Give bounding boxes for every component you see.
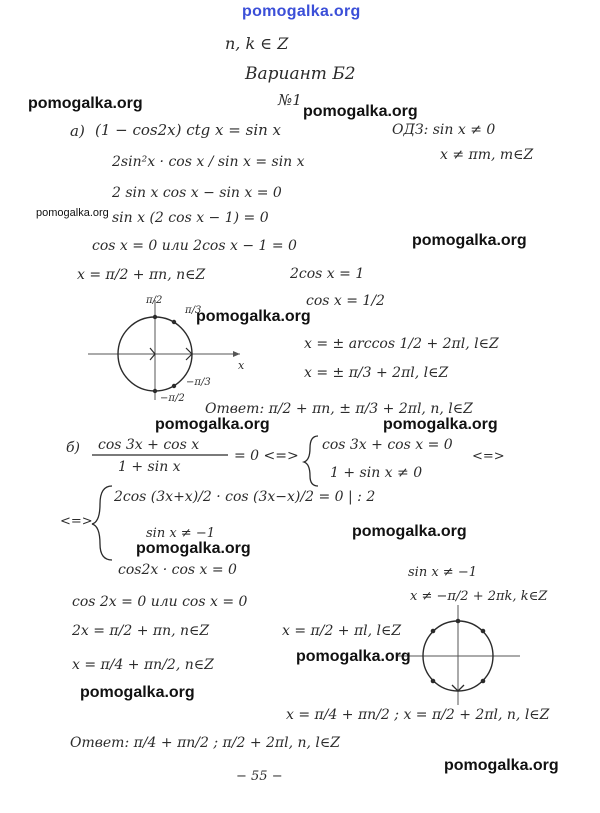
part-a-odz-roots: x ≠ πm, m∈Z [440,147,534,163]
part-b-system-line1: cos 3x + cos x = 0 [322,437,453,453]
part-b-fraction-den: 1 + sin x [118,459,181,475]
circle-a-label-top-right: π/3 [185,305,202,316]
part-b-root1: 2x = π/2 + πn, n∈Z [72,623,210,639]
part-a-or-line: cos x = 0 или 2cos x − 1 = 0 [92,238,297,254]
part-a-step3: sin x (2 cos x − 1) = 0 [112,210,269,226]
part-b-rhs: = 0 <=> [234,448,299,464]
part-b-fraction-num: cos 3x + cos x [98,437,200,453]
circle-a-label-top: π/2 [146,295,163,306]
part-a-root1: x = π/2 + πn, n∈Z [77,267,206,283]
watermark: pomogalka.org [36,207,109,219]
part-a-label: а) [70,122,85,140]
part-b-root3: x = π/4 + πn/2, n∈Z [72,657,214,673]
watermark: pomogalka.org [383,416,498,433]
circle-a-label-bottom-right: −π/3 [186,377,211,388]
part-a-odz: ОДЗ: sin x ≠ 0 [392,122,496,138]
part-b-label: б) [66,440,81,456]
watermark: pomogalka.org [155,416,270,433]
integer-condition: n, k ∈ Z [225,34,289,53]
watermark: pomogalka.org [444,757,559,774]
watermark: pomogalka.org [136,540,251,557]
watermark: pomogalka.org [28,95,143,112]
part-a-root2: x = ± arccos 1/2 + 2πl, l∈Z [304,336,499,352]
part-a-eq3: cos x = 1/2 [306,293,385,309]
part-b-system-line3: 2cos (3x+x)/2 · cos (3x−x)/2 = 0 | : 2 [114,489,376,505]
circle-a-axis-label: x [238,359,245,372]
part-b-step1: cos2x · cos x = 0 [118,562,237,578]
part-b-side1: sin x ≠ −1 [408,565,477,580]
part-a-answer: Ответ: π/2 + πn, ± π/3 + 2πl, n, l∈Z [205,401,473,417]
part-b-system-arrow: <=> [472,449,505,464]
site-link[interactable]: pomogalka.org [242,3,361,20]
watermark: pomogalka.org [80,684,195,701]
part-b-system-line2: 1 + sin x ≠ 0 [330,465,423,481]
part-b-root2: x = π/2 + πl, l∈Z [282,623,402,639]
part-b-final: x = π/4 + πn/2 ; x = π/2 + 2πl, n, l∈Z [286,707,550,723]
part-b-implication: <=> [60,514,93,529]
watermark: pomogalka.org [412,232,527,249]
watermark: pomogalka.org [196,308,311,325]
page-number: − 55 − [236,769,283,784]
part-a-step2: 2 sin x cos x − sin x = 0 [112,185,282,201]
watermark: pomogalka.org [296,648,411,665]
watermark: pomogalka.org [303,103,418,120]
part-a-eq2: 2cos x = 1 [290,266,365,282]
part-a-step1: 2sin²x · cos x / sin x = sin x [112,154,305,170]
part-b-system-line4: sin x ≠ −1 [146,526,215,541]
part-a-equation: (1 − cos2x) ctg x = sin x [95,121,281,139]
part-b-answer: Ответ: π/4 + πn/2 ; π/2 + 2πl, n, l∈Z [70,735,340,751]
watermark: pomogalka.org [352,523,467,540]
circle-a-label-bottom: −π/2 [160,393,185,404]
part-a-root3: x = ± π/3 + 2πl, l∈Z [304,365,449,381]
part-b-or-line: cos 2x = 0 или cos x = 0 [72,594,248,610]
variant-title: Вариант Б2 [245,64,356,84]
part-b-side2: x ≠ −π/2 + 2πk, k∈Z [410,589,548,604]
task-number: №1 [278,91,302,109]
